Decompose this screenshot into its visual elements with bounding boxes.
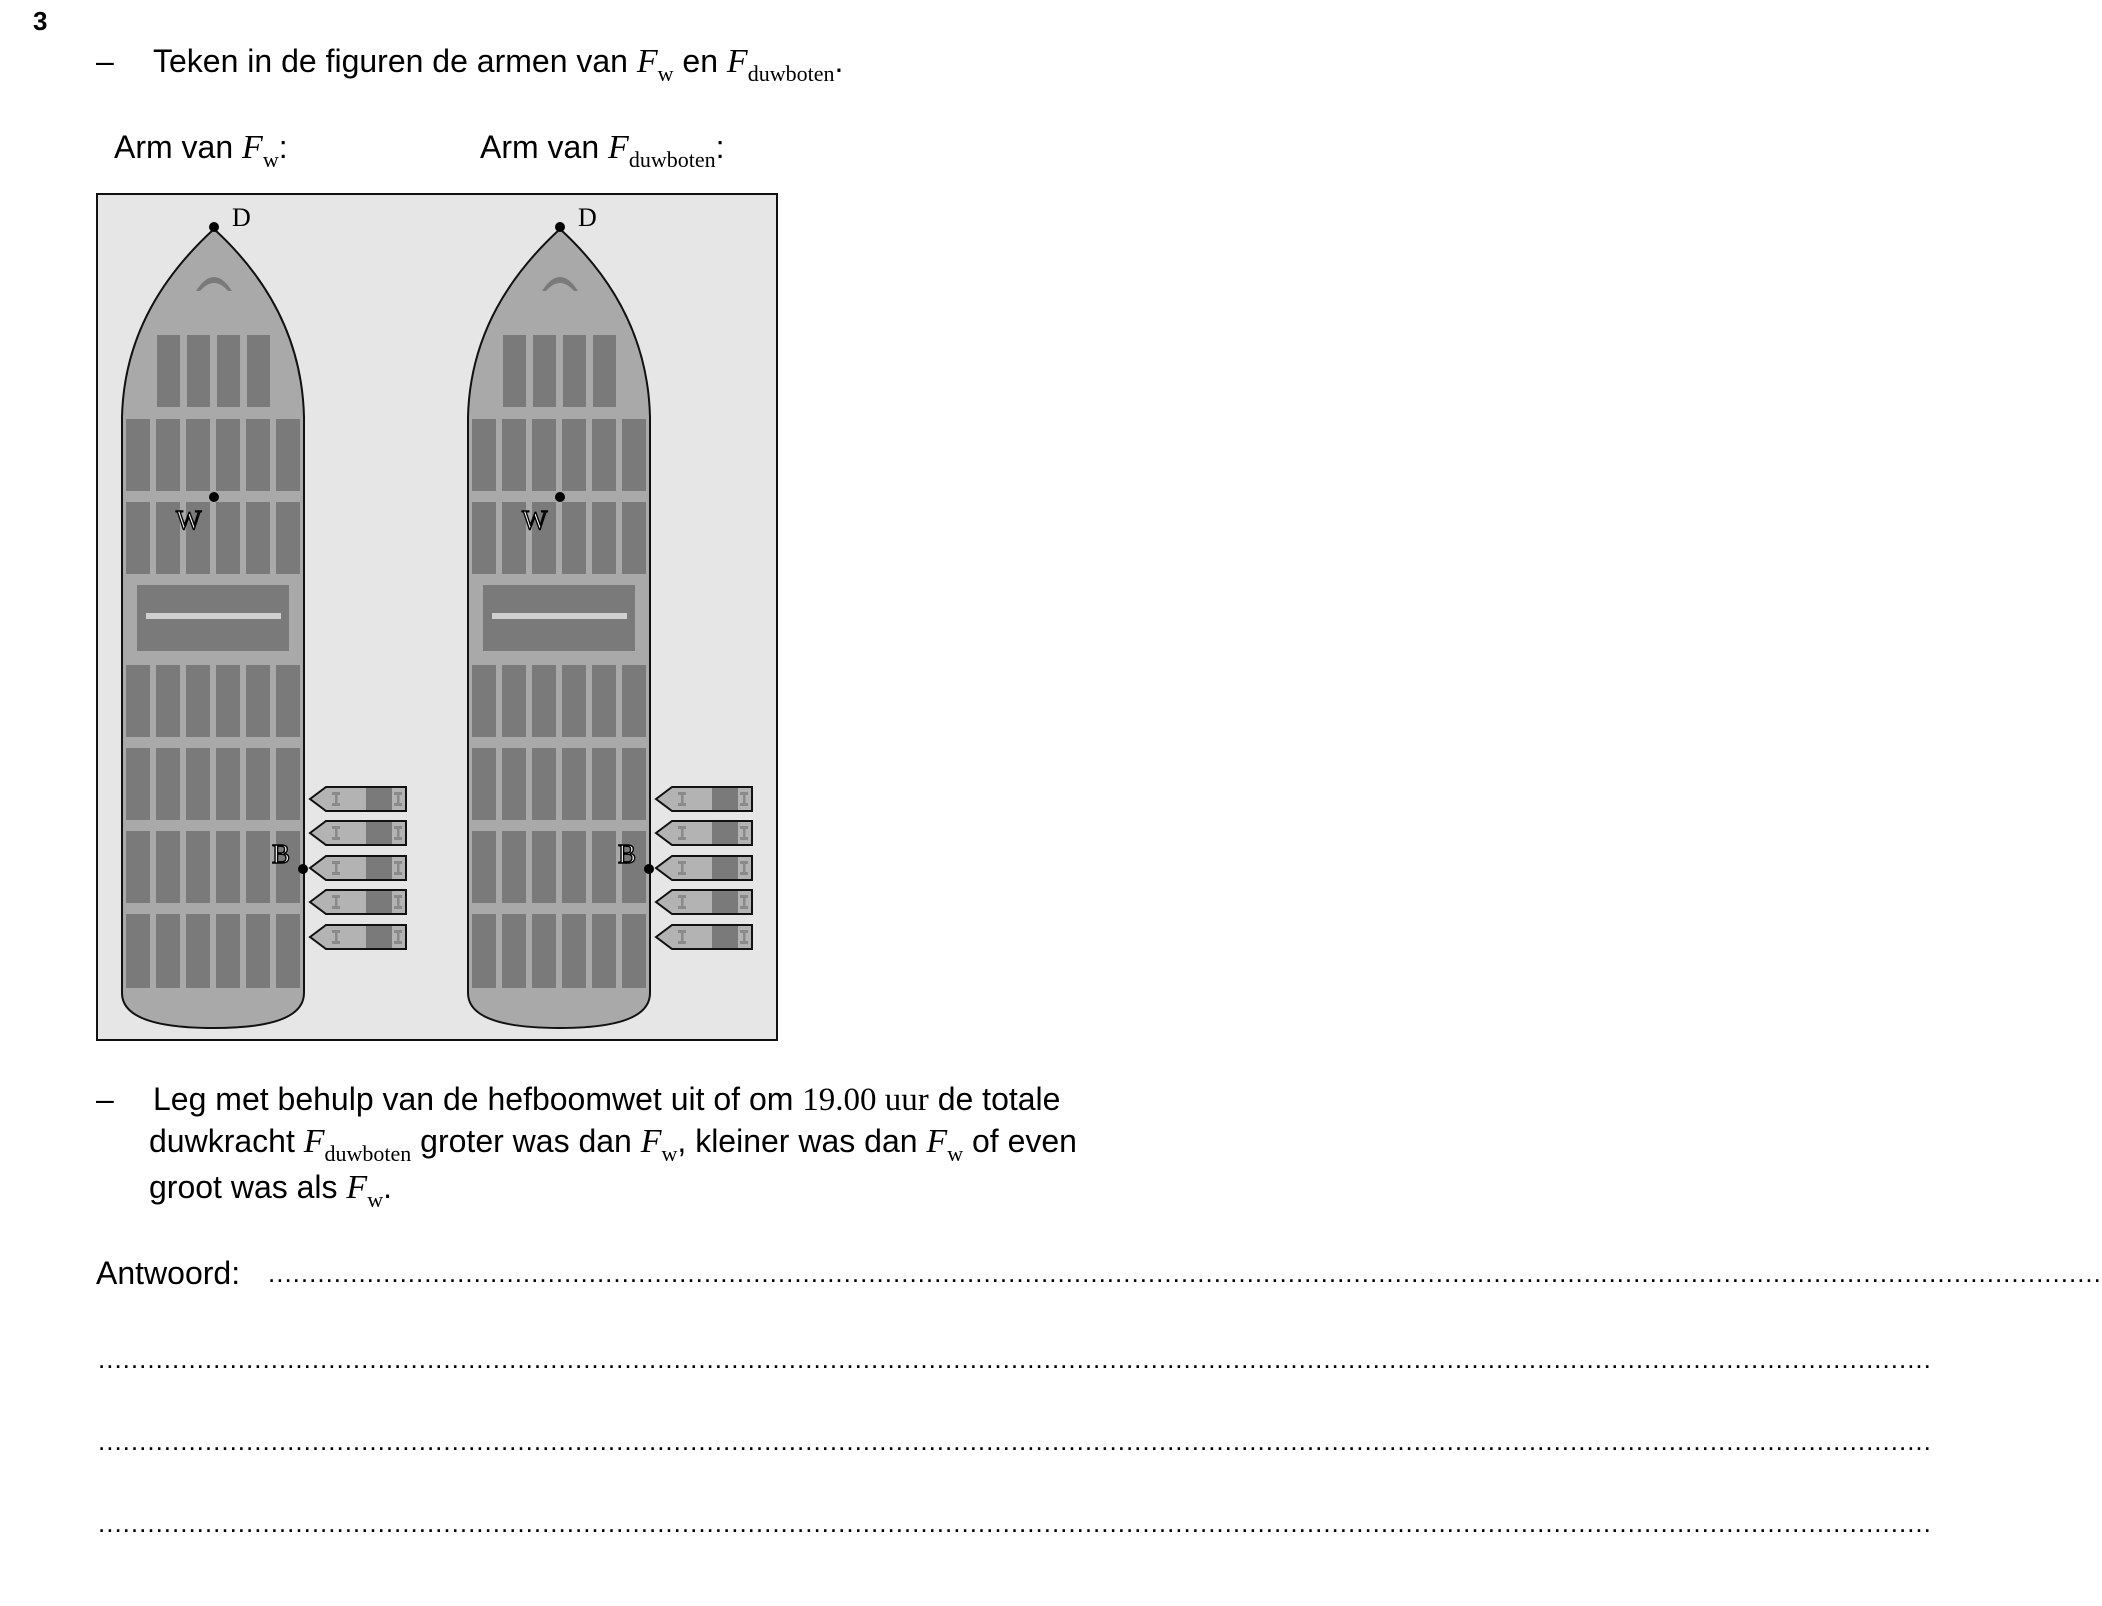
task2-line2-d: of even [963, 1123, 1077, 1159]
label-right-prefix: Arm van [480, 129, 609, 165]
label-right-colon: : [715, 129, 725, 165]
task2-line3 [149, 1168, 392, 1210]
left-point-b [298, 864, 308, 874]
task2-time: 19.00 [802, 1082, 877, 1118]
task2-sub-duwboten: duwboten [324, 1141, 412, 1166]
left-point-d [209, 222, 219, 232]
label-arm-fw [114, 128, 288, 170]
label-arm-fduwboten [480, 128, 724, 170]
right-point-d [555, 222, 565, 232]
task2-symbol-fw-3: F [346, 1169, 368, 1206]
right-point-b [644, 864, 654, 874]
label-left-sub: w [262, 147, 279, 172]
task2-line3-b: . [383, 1169, 392, 1205]
subscript-w: w [657, 61, 674, 86]
task2-symbol-fd: F [303, 1123, 325, 1160]
label-left-symbol: F [242, 129, 263, 166]
task2-symbol-fw-2: F [926, 1123, 948, 1160]
task2-symbol-fw-1: F [640, 1123, 662, 1160]
label-left-colon: : [278, 129, 288, 165]
left-label-b: B [272, 839, 291, 869]
subscript-duwboten: duwboten [747, 61, 835, 86]
left-point-w [209, 492, 219, 502]
label-left-prefix: Arm van [114, 129, 243, 165]
task1-text-end: . [834, 43, 844, 79]
answer-line-2[interactable]: ............................................................................................................................................................................................................................... [98, 1344, 1932, 1374]
task2-line1-a: Leg met behulp van de hefboomwet uit of om [153, 1081, 803, 1117]
right-point-w [555, 492, 565, 502]
label-right-symbol: F [608, 129, 629, 166]
symbol-f-w: F [636, 43, 658, 80]
task2-unit: uur [876, 1082, 929, 1118]
answer-label: Antwoord: [96, 1255, 241, 1291]
answer-line-1[interactable]: ............................................................................................................................................................................................................................... [268, 1258, 2102, 1288]
question-number: 3 [33, 6, 48, 36]
answer-line-4[interactable]: ............................................................................................................................................................................................................................... [98, 1508, 1932, 1538]
right-label-w: W [522, 505, 548, 535]
right-label-d: D [578, 203, 597, 232]
task2-line2-c: , kleiner was dan [677, 1123, 927, 1159]
task2-sub-w-2: w [947, 1141, 964, 1166]
task1-text-before: Teken in de figuren de armen van [153, 43, 637, 79]
task2-sub-w-1: w [661, 1141, 678, 1166]
task2-line2-b: groter was dan [411, 1123, 641, 1159]
left-label-w: W [176, 505, 202, 535]
task2-line2-a: duwkracht [149, 1123, 304, 1159]
bullet-dash-2: – [96, 1081, 114, 1117]
task1-text-mid: en [673, 43, 727, 79]
task2-sub-w-3: w [367, 1187, 384, 1212]
right-label-b: B [618, 839, 637, 869]
task2-line1-b: de totale [928, 1081, 1061, 1117]
task2-line2 [149, 1122, 1077, 1164]
symbol-f-duwboten: F [726, 43, 748, 80]
label-right-sub: duwboten [628, 147, 716, 172]
answer-line-3[interactable]: ............................................................................................................................................................................................................................... [98, 1426, 1932, 1456]
task2-line3-a: groot was als [149, 1169, 347, 1205]
ship-figure [96, 193, 778, 1041]
left-label-d: D [232, 203, 251, 232]
bullet-dash: – [96, 43, 114, 79]
